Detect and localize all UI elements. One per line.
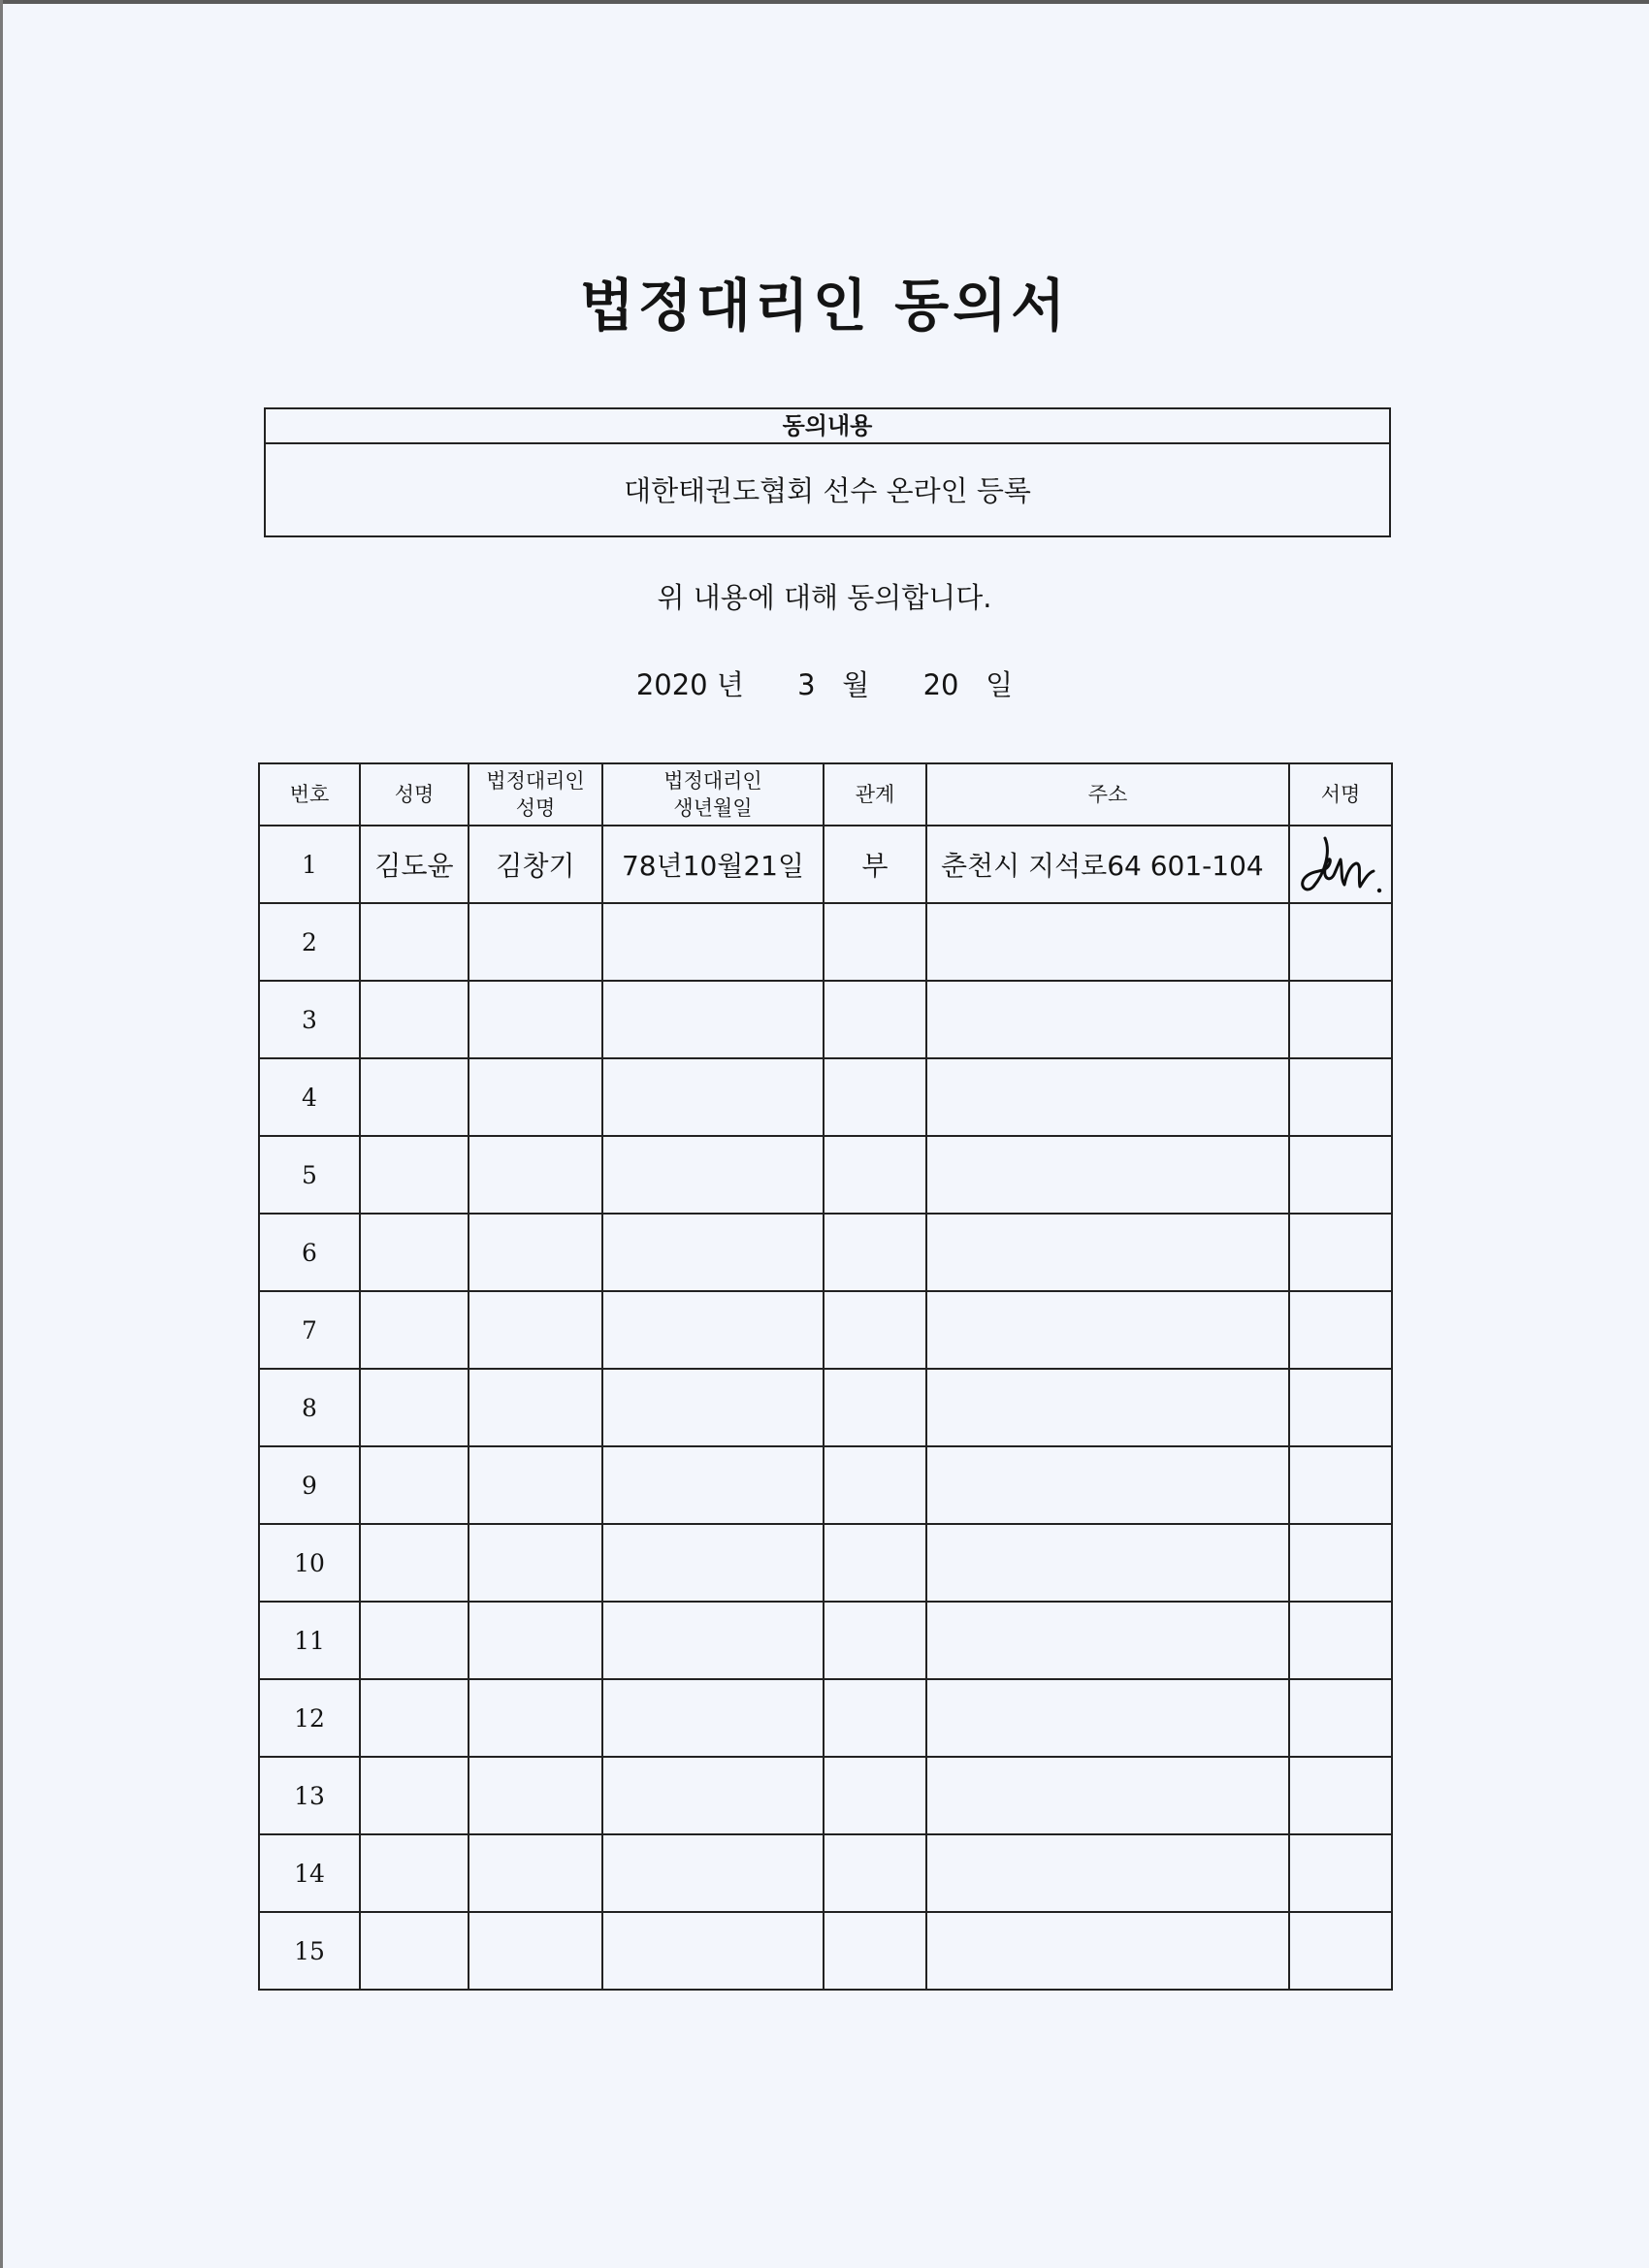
- header-guardian-name-line2: 성명: [515, 796, 556, 820]
- cell-guardian-birth: [602, 981, 824, 1058]
- cell-address: [926, 1291, 1289, 1369]
- consent-header: 동의내용: [266, 409, 1389, 444]
- cell-address: [926, 1912, 1289, 1990]
- cell-signature: [1289, 1834, 1392, 1912]
- cell-guardian-name: [469, 1058, 602, 1136]
- cell-signature: [1289, 826, 1392, 903]
- cell-guardian-name: [469, 1136, 602, 1214]
- cell-name: [360, 1912, 469, 1990]
- cell-signature: [1289, 1679, 1392, 1757]
- table-row: [259, 1679, 1392, 1757]
- consent-content: 대한태권도협회 선수 온라인 등록: [624, 474, 1031, 507]
- cell-signature: [1289, 1757, 1392, 1834]
- header-guardian-birth-line2: 생년월일: [673, 796, 753, 820]
- header-name: 성명: [360, 763, 469, 826]
- date-day: 20: [922, 668, 959, 701]
- cell-guardian-name: [469, 1291, 602, 1369]
- cell-address: [926, 1602, 1289, 1679]
- cell-name: [360, 1446, 469, 1524]
- cell-name: [360, 1602, 469, 1679]
- cell-relation: [824, 1446, 926, 1524]
- header-guardian-birth: [602, 763, 824, 826]
- cell-no: 14: [259, 1834, 360, 1912]
- cell-address: [926, 1058, 1289, 1136]
- header-guardian-birth-line1: 법정대리인: [663, 769, 762, 793]
- table-row: [259, 1757, 1392, 1834]
- cell-guardian-birth: [602, 1912, 824, 1990]
- cell-guardian-birth: [602, 1524, 824, 1602]
- header-guardian-name: [469, 763, 602, 826]
- cell-guardian-name: [469, 903, 602, 981]
- cell-guardian-birth: [602, 903, 824, 981]
- cell-signature: [1289, 1602, 1392, 1679]
- cell-no: 8: [259, 1369, 360, 1446]
- cell-no: 11: [259, 1602, 360, 1679]
- cell-guardian-name: [469, 1834, 602, 1912]
- cell-signature: [1289, 1058, 1392, 1136]
- cell-guardian-birth: 78년10월21일: [602, 826, 824, 903]
- cell-guardian-name: [469, 1446, 602, 1524]
- cell-name: [360, 1058, 469, 1136]
- cell-guardian-name: [469, 1524, 602, 1602]
- table-row: [259, 1214, 1392, 1291]
- cell-no: 1: [259, 826, 360, 903]
- cell-address: [926, 1834, 1289, 1912]
- header-guardian-name-line1: 법정대리인: [486, 769, 585, 793]
- table-row: [259, 1369, 1392, 1446]
- date-year: 2020: [635, 668, 708, 701]
- cell-relation: [824, 1912, 926, 1990]
- cell-name: [360, 1679, 469, 1757]
- cell-address: 춘천시 지석로64 601-104: [926, 826, 1289, 903]
- cell-signature: [1289, 1291, 1392, 1369]
- cell-relation: [824, 1602, 926, 1679]
- cell-guardian-birth: [602, 1679, 824, 1757]
- table-header-row: [259, 763, 1392, 826]
- cell-no: 10: [259, 1524, 360, 1602]
- cell-guardian-name: [469, 1369, 602, 1446]
- cell-no: 15: [259, 1912, 360, 1990]
- cell-signature: [1289, 903, 1392, 981]
- date-month: 3: [797, 668, 816, 701]
- registration-table: [258, 762, 1393, 1991]
- cell-guardian-name: [469, 1912, 602, 1990]
- cell-address: [926, 1369, 1289, 1446]
- cell-address: [926, 1757, 1289, 1834]
- cell-guardian-birth: [602, 1834, 824, 1912]
- cell-relation: [824, 903, 926, 981]
- cell-guardian-name: [469, 1679, 602, 1757]
- cell-address: [926, 1679, 1289, 1757]
- cell-guardian-birth: [602, 1757, 824, 1834]
- cell-no: 13: [259, 1757, 360, 1834]
- cell-name: [360, 1136, 469, 1214]
- cell-relation: [824, 1214, 926, 1291]
- cell-guardian-name: [469, 981, 602, 1058]
- cell-name: [360, 1757, 469, 1834]
- cell-signature: [1289, 981, 1392, 1058]
- cell-name: [360, 1214, 469, 1291]
- cell-address: [926, 981, 1289, 1058]
- cell-no: 2: [259, 903, 360, 981]
- table-row: [259, 826, 1392, 903]
- cell-relation: [824, 1524, 926, 1602]
- table-row: [259, 1291, 1392, 1369]
- cell-name: [360, 1369, 469, 1446]
- agree-statement: 위 내용에 대해 동의합니다.: [657, 581, 992, 614]
- cell-guardian-birth: [602, 1058, 824, 1136]
- table-row: [259, 1136, 1392, 1214]
- cell-name: [360, 1291, 469, 1369]
- table-row: [259, 981, 1392, 1058]
- cell-address: [926, 903, 1289, 981]
- cell-relation: [824, 1369, 926, 1446]
- cell-name: [360, 1524, 469, 1602]
- cell-guardian-name: 김창기: [469, 826, 602, 903]
- cell-guardian-birth: [602, 1602, 824, 1679]
- cell-address: [926, 1136, 1289, 1214]
- cell-relation: [824, 1136, 926, 1214]
- cell-signature: [1289, 1136, 1392, 1214]
- cell-no: 7: [259, 1291, 360, 1369]
- cell-no: 6: [259, 1214, 360, 1291]
- cell-guardian-birth: [602, 1214, 824, 1291]
- cell-name: [360, 1834, 469, 1912]
- header-relation: 관계: [824, 763, 926, 826]
- cell-no: 5: [259, 1136, 360, 1214]
- cell-relation: [824, 1757, 926, 1834]
- cell-relation: [824, 1058, 926, 1136]
- cell-guardian-name: [469, 1214, 602, 1291]
- cell-no: 4: [259, 1058, 360, 1136]
- table-row: [259, 1524, 1392, 1602]
- document-title: 법정대리인 동의서: [579, 273, 1070, 339]
- table-row: [259, 903, 1392, 981]
- cell-name: 김도윤: [360, 826, 469, 903]
- cell-signature: [1289, 1446, 1392, 1524]
- cell-signature: [1289, 1912, 1392, 1990]
- cell-signature: [1289, 1524, 1392, 1602]
- header-signature: 서명: [1289, 763, 1392, 826]
- table-row: [259, 1446, 1392, 1524]
- cell-address: [926, 1524, 1289, 1602]
- cell-signature: [1289, 1214, 1392, 1291]
- cell-relation: [824, 1834, 926, 1912]
- date-line: [0, 664, 1649, 703]
- date-year-unit: 년: [716, 668, 744, 701]
- cell-guardian-name: [469, 1602, 602, 1679]
- cell-signature: [1289, 1369, 1392, 1446]
- cell-relation: 부: [824, 826, 926, 903]
- consent-box: [264, 407, 1391, 537]
- header-address: 주소: [926, 763, 1289, 826]
- table-row: [259, 1058, 1392, 1136]
- table-row: [259, 1602, 1392, 1679]
- cell-no: 9: [259, 1446, 360, 1524]
- cell-guardian-birth: [602, 1369, 824, 1446]
- cell-no: 3: [259, 981, 360, 1058]
- cell-address: [926, 1446, 1289, 1524]
- date-month-unit: 월: [842, 668, 870, 701]
- cell-name: [360, 903, 469, 981]
- scan-edge-top: [0, 0, 1649, 4]
- cell-guardian-birth: [602, 1446, 824, 1524]
- table-row: [259, 1912, 1392, 1990]
- table-row: [259, 1834, 1392, 1912]
- cell-guardian-birth: [602, 1136, 824, 1214]
- handwritten-signature: [1296, 830, 1385, 898]
- cell-guardian-name: [469, 1757, 602, 1834]
- cell-relation: [824, 1291, 926, 1369]
- cell-address: [926, 1214, 1289, 1291]
- cell-relation: [824, 1679, 926, 1757]
- cell-name: [360, 981, 469, 1058]
- cell-no: 12: [259, 1679, 360, 1757]
- header-no: 번호: [259, 763, 360, 826]
- cell-guardian-birth: [602, 1291, 824, 1369]
- date-day-unit: 일: [986, 668, 1014, 701]
- cell-relation: [824, 981, 926, 1058]
